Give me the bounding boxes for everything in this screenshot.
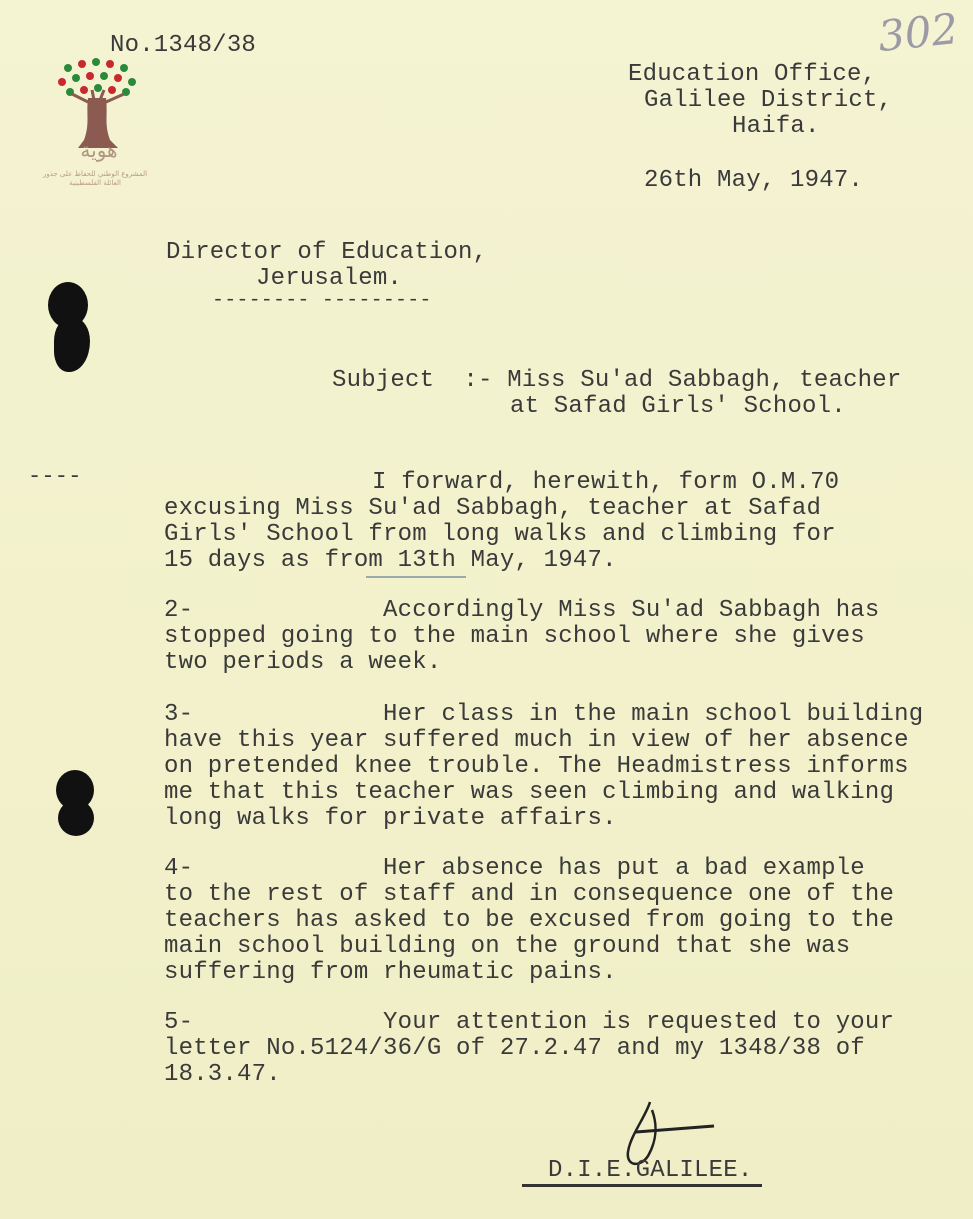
- para2-line2: stopped going to the main school where she gives: [164, 623, 865, 650]
- signature-underline: [522, 1184, 762, 1187]
- para4-line1: 4- Her absence has put a bad example: [164, 855, 865, 882]
- para4-line2: to the rest of staff and in consequence one of the: [164, 881, 895, 908]
- para1-line3: Girls' School from long walks and climbing for: [164, 521, 836, 548]
- para4-line5: suffering from rheumatic pains.: [164, 959, 617, 986]
- para5-line1: 5- Your attention is requested to your: [164, 1009, 895, 1036]
- para3-line2: have this year suffered much in view of her absence: [164, 727, 909, 754]
- office-line-2: Galilee District,: [644, 87, 893, 114]
- logo-caption: المشروع الوطني للحفاظ على جذور العائلة الفلسطينية: [42, 170, 148, 187]
- para3-line1: 3- Her class in the main school building: [164, 701, 924, 728]
- para4-line3: teachers has asked to be excused from going to the: [164, 907, 895, 934]
- date-pencil-underline: [366, 576, 466, 578]
- punch-hole-bottom-lower: [58, 800, 94, 836]
- para2-line3: two periods a week.: [164, 649, 442, 676]
- para3-line5: long walks for private affairs.: [164, 805, 617, 832]
- addressee-rule: -------- ---------: [212, 289, 432, 312]
- para4-line4: main school building on the ground that she was: [164, 933, 851, 960]
- para1-line1: I forward, herewith, form O.M.70: [372, 469, 840, 496]
- addressee-line-2: Jerusalem.: [256, 265, 403, 292]
- handwritten-folio-number: 302: [875, 3, 961, 62]
- tree-people-icons: [58, 58, 136, 96]
- office-line-3: Haifa.: [732, 113, 820, 140]
- para1-line4: 15 days as from 13th May, 1947.: [164, 547, 617, 574]
- signature-title: D.I.E.GALILEE.: [548, 1157, 753, 1184]
- letter-date: 26th May, 1947.: [644, 167, 864, 194]
- para3-line4: me that this teacher was seen climbing and walking: [164, 779, 895, 806]
- reference-number: No.1348/38: [110, 32, 257, 59]
- para3-line3: on pretended knee trouble. The Headmistress informs: [164, 753, 909, 780]
- subject-line-2: at Safad Girls' School.: [510, 393, 846, 420]
- punch-hole-top-lower: [54, 318, 90, 372]
- para2-line1: 2- Accordingly Miss Su'ad Sabbagh has: [164, 597, 880, 624]
- addressee-line-1: Director of Education,: [166, 239, 488, 266]
- para5-line3: 18.3.47.: [164, 1061, 281, 1088]
- office-line-1: Education Office,: [628, 61, 877, 88]
- para1-line2: excusing Miss Su'ad Sabbagh, teacher at Safad: [164, 495, 822, 522]
- margin-dash: ----: [28, 464, 82, 489]
- logo-arabic-name: هوية: [80, 138, 118, 162]
- para5-line2: letter No.5124/36/G of 27.2.47 and my 1348/38 of: [164, 1035, 865, 1062]
- subject-line-1: Subject :- Miss Su'ad Sabbagh, teacher: [332, 367, 902, 394]
